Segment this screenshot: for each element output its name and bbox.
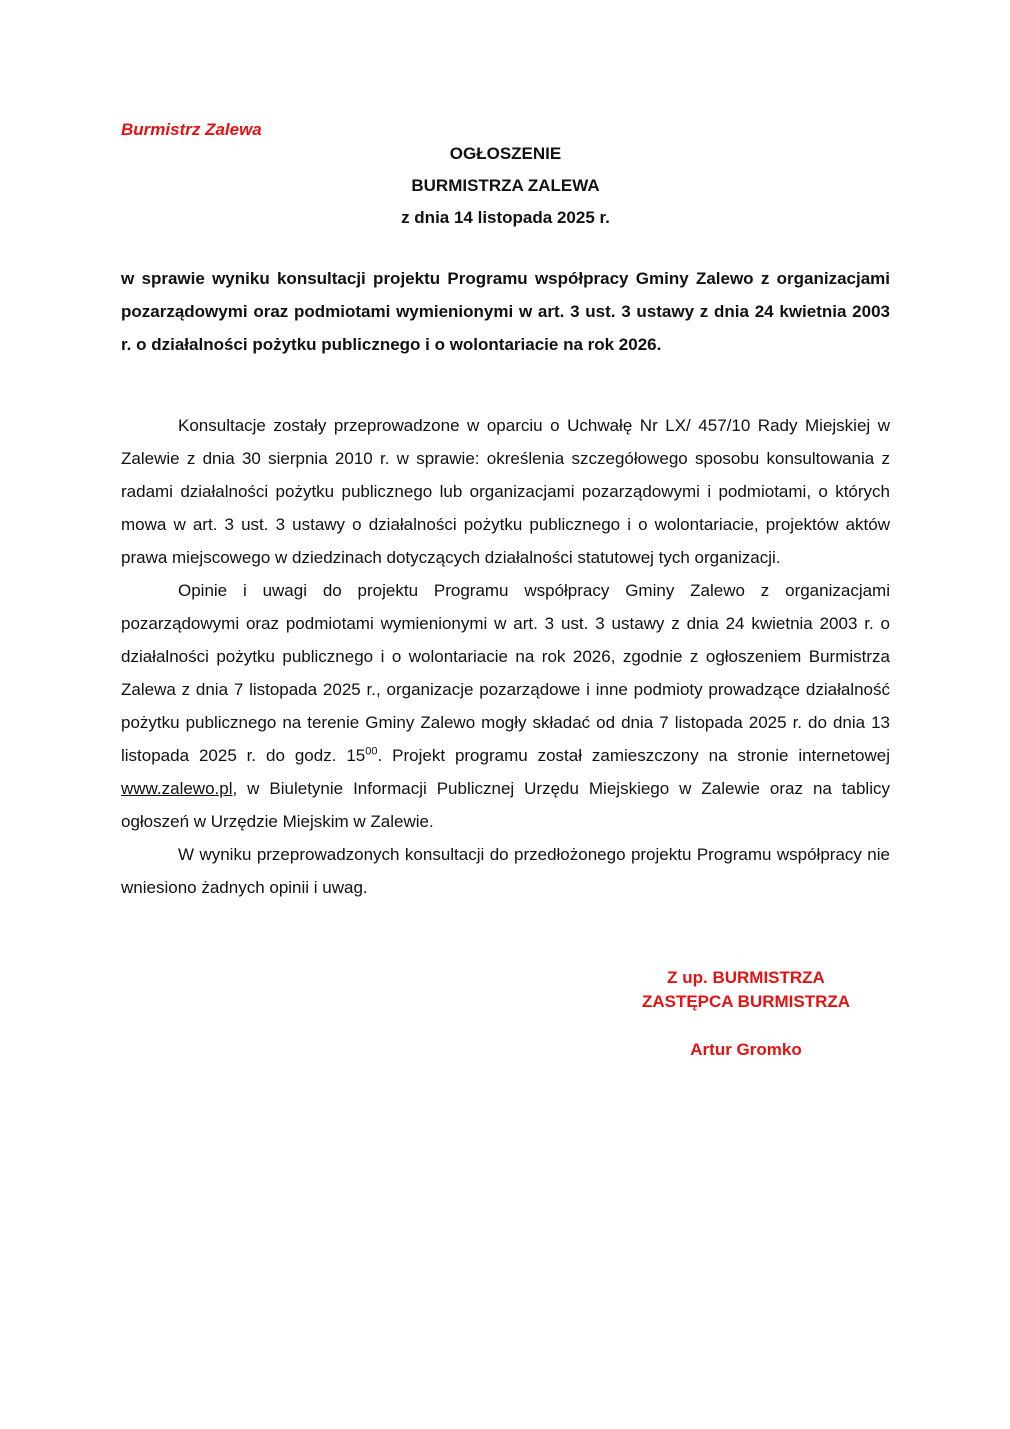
body-text [121,409,890,904]
signature-line-2: ZASTĘPCA BURMISTRZA [641,992,851,1011]
title-line-1: OGŁOSZENIE [449,144,562,163]
body-paragraph-1: Konsultacje zostały przeprowadzone w oparciu o Uchwałę Nr LX/ 457/10 Rady Miejskiej w Zalewie z dnia 30 sierpnia 2010 r. w sprawie: określenia szczegółowego sposobu konsultowania z radami działalności pożytku publicznego lub organizacjami pozarządowymi i podmiotami, o których mowa w art. 3 ust. 3 ustawy o działalności pożytku publicznego i o wolontariacie, projektów aktów prawa miejscowego w dziedzinach dotyczących działalności statutowej tych organizacji. [121,416,890,567]
issuer-line: Burmistrz Zalewa [121,120,262,139]
doc-title [121,138,890,234]
signature-line-1: Z up. BURMISTRZA [667,968,825,987]
hour-superscript: 00 [365,745,378,758]
body-paragraph-2 [121,574,890,838]
body-paragraph-3: W wyniku przeprowadzonych konsultacji do przedłożonego projektu Programu współpracy nie wniesiono żadnych opinii i uwag. [121,845,890,897]
paragraph-2-part-3: , w Biuletynie Informacji Publicznej Urzędu Miejskiego w Zalewie oraz na tablicy ogłoszeń w Urzędzie Miejskim w Zalewie. [121,779,890,831]
signatory-name: Artur Gromko [690,1040,802,1059]
title-line-2: BURMISTRZA ZALEWA [411,176,600,195]
subject-paragraph: w sprawie wyniku konsultacji projektu Programu współpracy Gminy Zalewo z organizacjami pozarządowymi oraz podmiotami wymienionymi w art. 3 ust. 3 ustawy z dnia 24 kwietnia 2003 r. o działalności pożytku publicznego i o wolontariacie na rok 2026. [121,269,890,354]
title-line-3: z dnia 14 listopada 2025 r. [401,208,610,227]
paragraph-2-part-1: Opinie i uwagi do projektu Programu współpracy Gminy Zalewo z organizacjami pozarządowymi oraz podmiotami wymienionymi w art. 3 ust. 3 ustawy z dnia 24 kwietnia 2003 r. o działalności pożytku publicznego i o wolontariacie na rok 2026, zgodnie z ogłoszeniem Burmistrza Zalewa z dnia 7 listopada 2025 r., organizacje pozarządowe i inne podmioty prowadzące działalność pożytku publicznego na terenie Gminy Zalewo mogły składać od dnia 7 listopada 2025 r. do dnia 13 listopada 2025 r. do godz. 15 [121,581,890,765]
signature-block [596,966,896,1062]
zalewo-website-link[interactable]: www.zalewo.pl [121,779,233,798]
paragraph-2-part-2: . Projekt programu został zamieszczony na stronie internetowej [377,746,890,765]
